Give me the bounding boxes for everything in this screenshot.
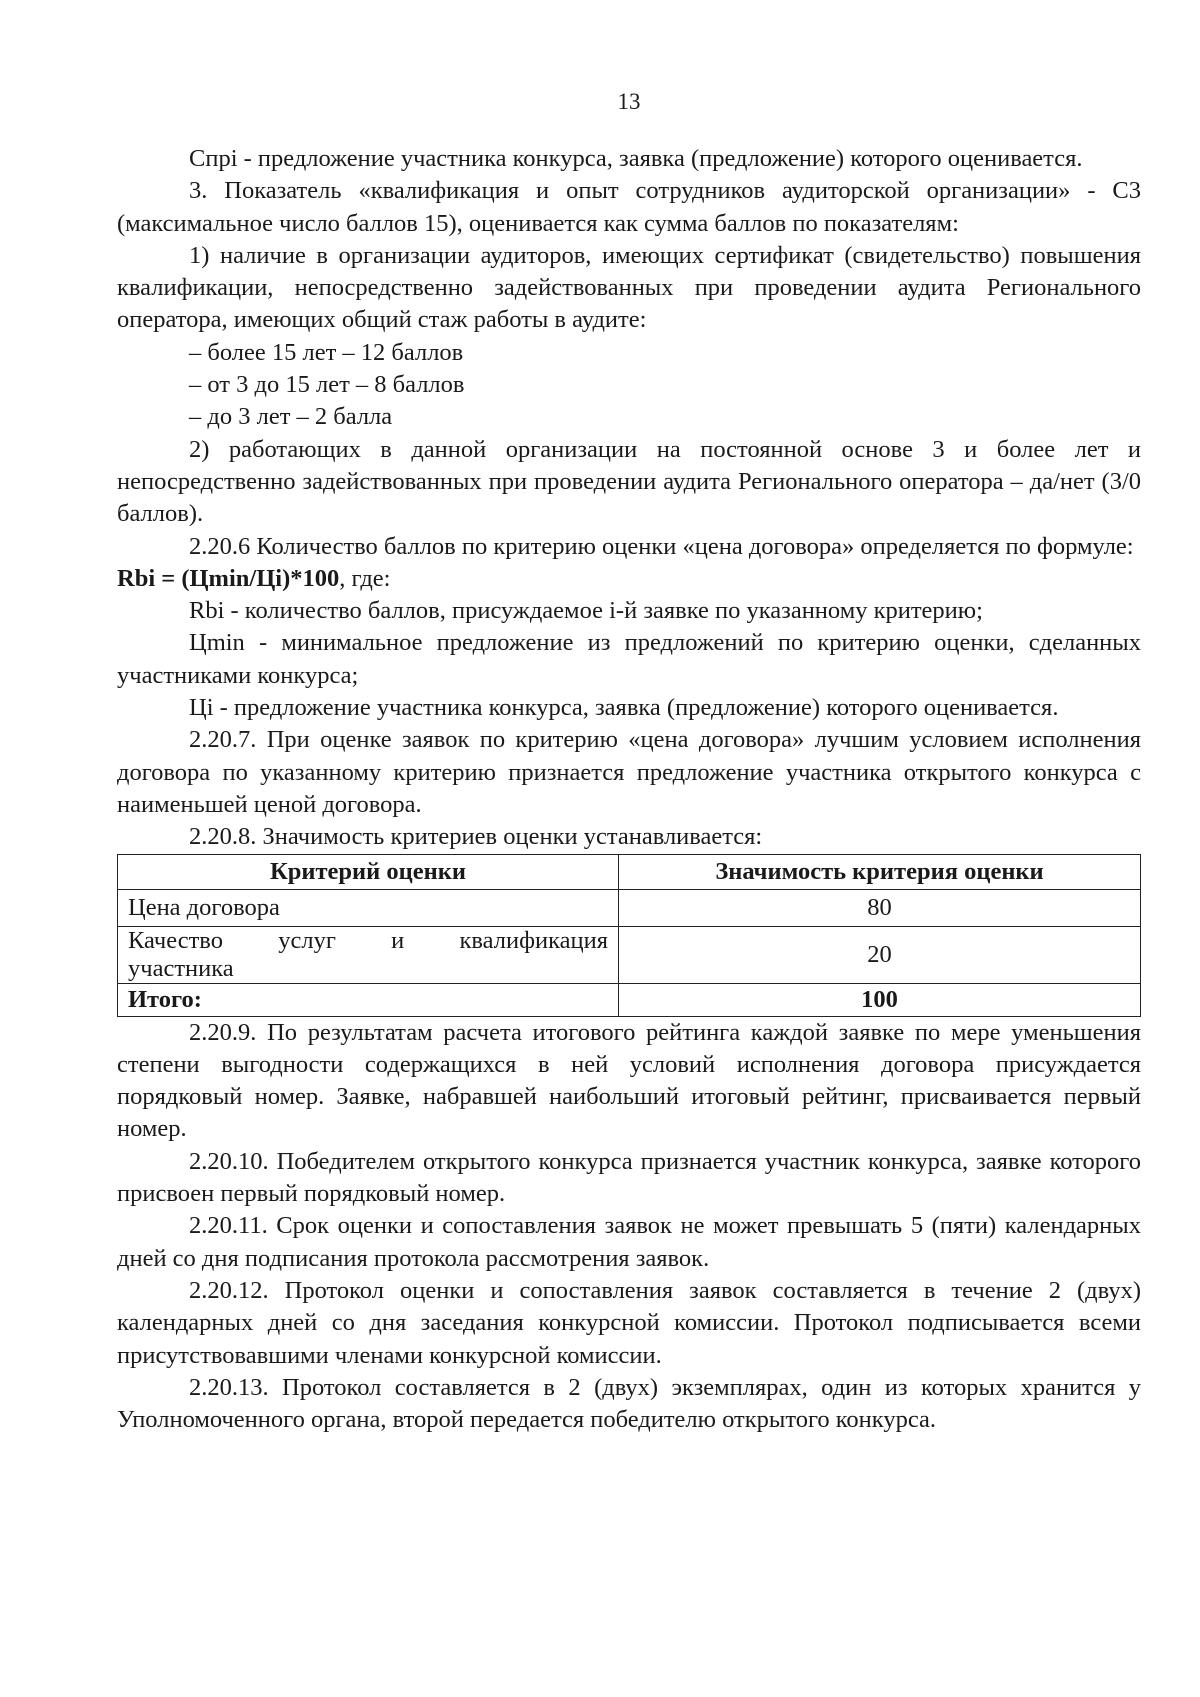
total-value: 100 bbox=[619, 983, 1141, 1016]
list-item: – до 3 лет – 2 балла bbox=[189, 403, 393, 431]
document-page bbox=[117, 0, 1141, 1697]
table-header-row bbox=[118, 854, 1141, 889]
criterion-word: Качество bbox=[128, 926, 223, 954]
criterion-quality bbox=[118, 926, 619, 983]
criterion-word: и bbox=[391, 926, 405, 954]
paragraph-2-20-13: 2.20.13. Протокол составляется в 2 (двух) экземплярах, один из которых хранится у Уполномоченного органа, второй передается победителю открытого конкурса. bbox=[117, 1373, 1141, 1434]
definition-rbi: Rbi - количество баллов, присуждаемое i-й заявке по указанному критерию; bbox=[189, 597, 983, 625]
paragraph-2-20-9: 2.20.9. По результатам расчета итогового рейтинга каждой заявке по мере уменьшения степени выгодности содержащихся в ней условий исполнения договора присуждается порядковый номер. Заявке, набравшей наибольший итоговый рейтинг, присваивается первый номер. bbox=[117, 1018, 1141, 1143]
total-label: Итого: bbox=[118, 983, 619, 1016]
paragraph-indicator-3: 3. Показатель «квалификация и опыт сотрудников аудиторской организации» - С3 (максимальное число баллов 15), оценивается как сумма баллов по показателям: bbox=[117, 177, 1141, 237]
header-weight: Значимость критерия оценки bbox=[619, 854, 1141, 889]
weight-price: 80 bbox=[619, 889, 1141, 926]
paragraph-2-20-6: 2.20.6 Количество баллов по критерию оценки «цена договора» определяется по формуле: bbox=[189, 532, 1134, 560]
criterion-quality-line1 bbox=[128, 927, 608, 955]
paragraph-2-20-7: 2.20.7. При оценке заявок по критерию «цена договора» лучшим условием исполнения договора по указанному критерию признается предложение участника открытого конкурса с наименьшей ценой договора. bbox=[117, 726, 1141, 818]
paragraph-2-20-10: 2.20.10. Победителем открытого конкурса признается участник конкурса, заявке которого присвоен первый порядковый номер. bbox=[117, 1147, 1141, 1208]
definition-ci: Цi - предложение участника конкурса, заявка (предложение) которого оценивается. bbox=[189, 694, 1059, 722]
paragraph-cpri: Cпрі - предложение участника конкурса, заявка (предложение) которого оценивается. bbox=[189, 145, 1083, 172]
criteria-table bbox=[117, 854, 1141, 1017]
paragraph-2-20-8: 2.20.8. Значимость критериев оценки устанавливается: bbox=[189, 823, 763, 851]
document-body bbox=[117, 143, 1141, 1436]
weight-quality: 20 bbox=[619, 926, 1141, 983]
header-criterion: Критерий оценки bbox=[118, 854, 619, 889]
paragraph-2-20-11: 2.20.11. Срок оценки и сопоставления заявок не может превышать 5 (пяти) календарных дней со дня подписания протокола рассмотрения заявок. bbox=[117, 1212, 1141, 1272]
criterion-quality-line2: участника bbox=[128, 954, 234, 982]
formula bbox=[117, 563, 1141, 595]
table-row bbox=[118, 926, 1141, 983]
criterion-price: Цена договора bbox=[118, 889, 619, 926]
definition-cmin: Цmin - минимальное предложение из предложений по критерию оценки, сделанных участниками конкурса; bbox=[117, 629, 1141, 689]
paragraph-item-2: 2) работающих в данной организации на постоянной основе 3 и более лет и непосредственно задействованных при проведении аудита Регионального оператора – да/нет (3/0 баллов). bbox=[117, 435, 1141, 528]
paragraph-item-1: 1) наличие в организации аудиторов, имеющих сертификат (свидетельство) повышения квалификации, непосредственно задействованных при проведении аудита Регионального оператора, имеющих общий стаж работы в аудите: bbox=[117, 241, 1141, 334]
criterion-word: услуг bbox=[278, 926, 336, 954]
list-item: – от 3 до 15 лет – 8 баллов bbox=[189, 371, 465, 399]
list-item: – более 15 лет – 12 баллов bbox=[189, 338, 464, 366]
formula-suffix: , где: bbox=[339, 564, 391, 592]
page-number: 13 bbox=[617, 89, 641, 114]
formula-expression: Rbi = (Цmin/Цi)*100 bbox=[117, 564, 340, 592]
table-row bbox=[118, 889, 1141, 926]
paragraph-2-20-12: 2.20.12. Протокол оценки и сопоставления заявок составляется в течение 2 (двух) календарных дней со дня заседания конкурсной комиссии. Протокол подписывается всеми присутствовавшими членами конкурсной комиссии. bbox=[117, 1276, 1141, 1369]
table-total-row bbox=[118, 983, 1141, 1016]
criterion-word: квалификация bbox=[459, 926, 608, 954]
